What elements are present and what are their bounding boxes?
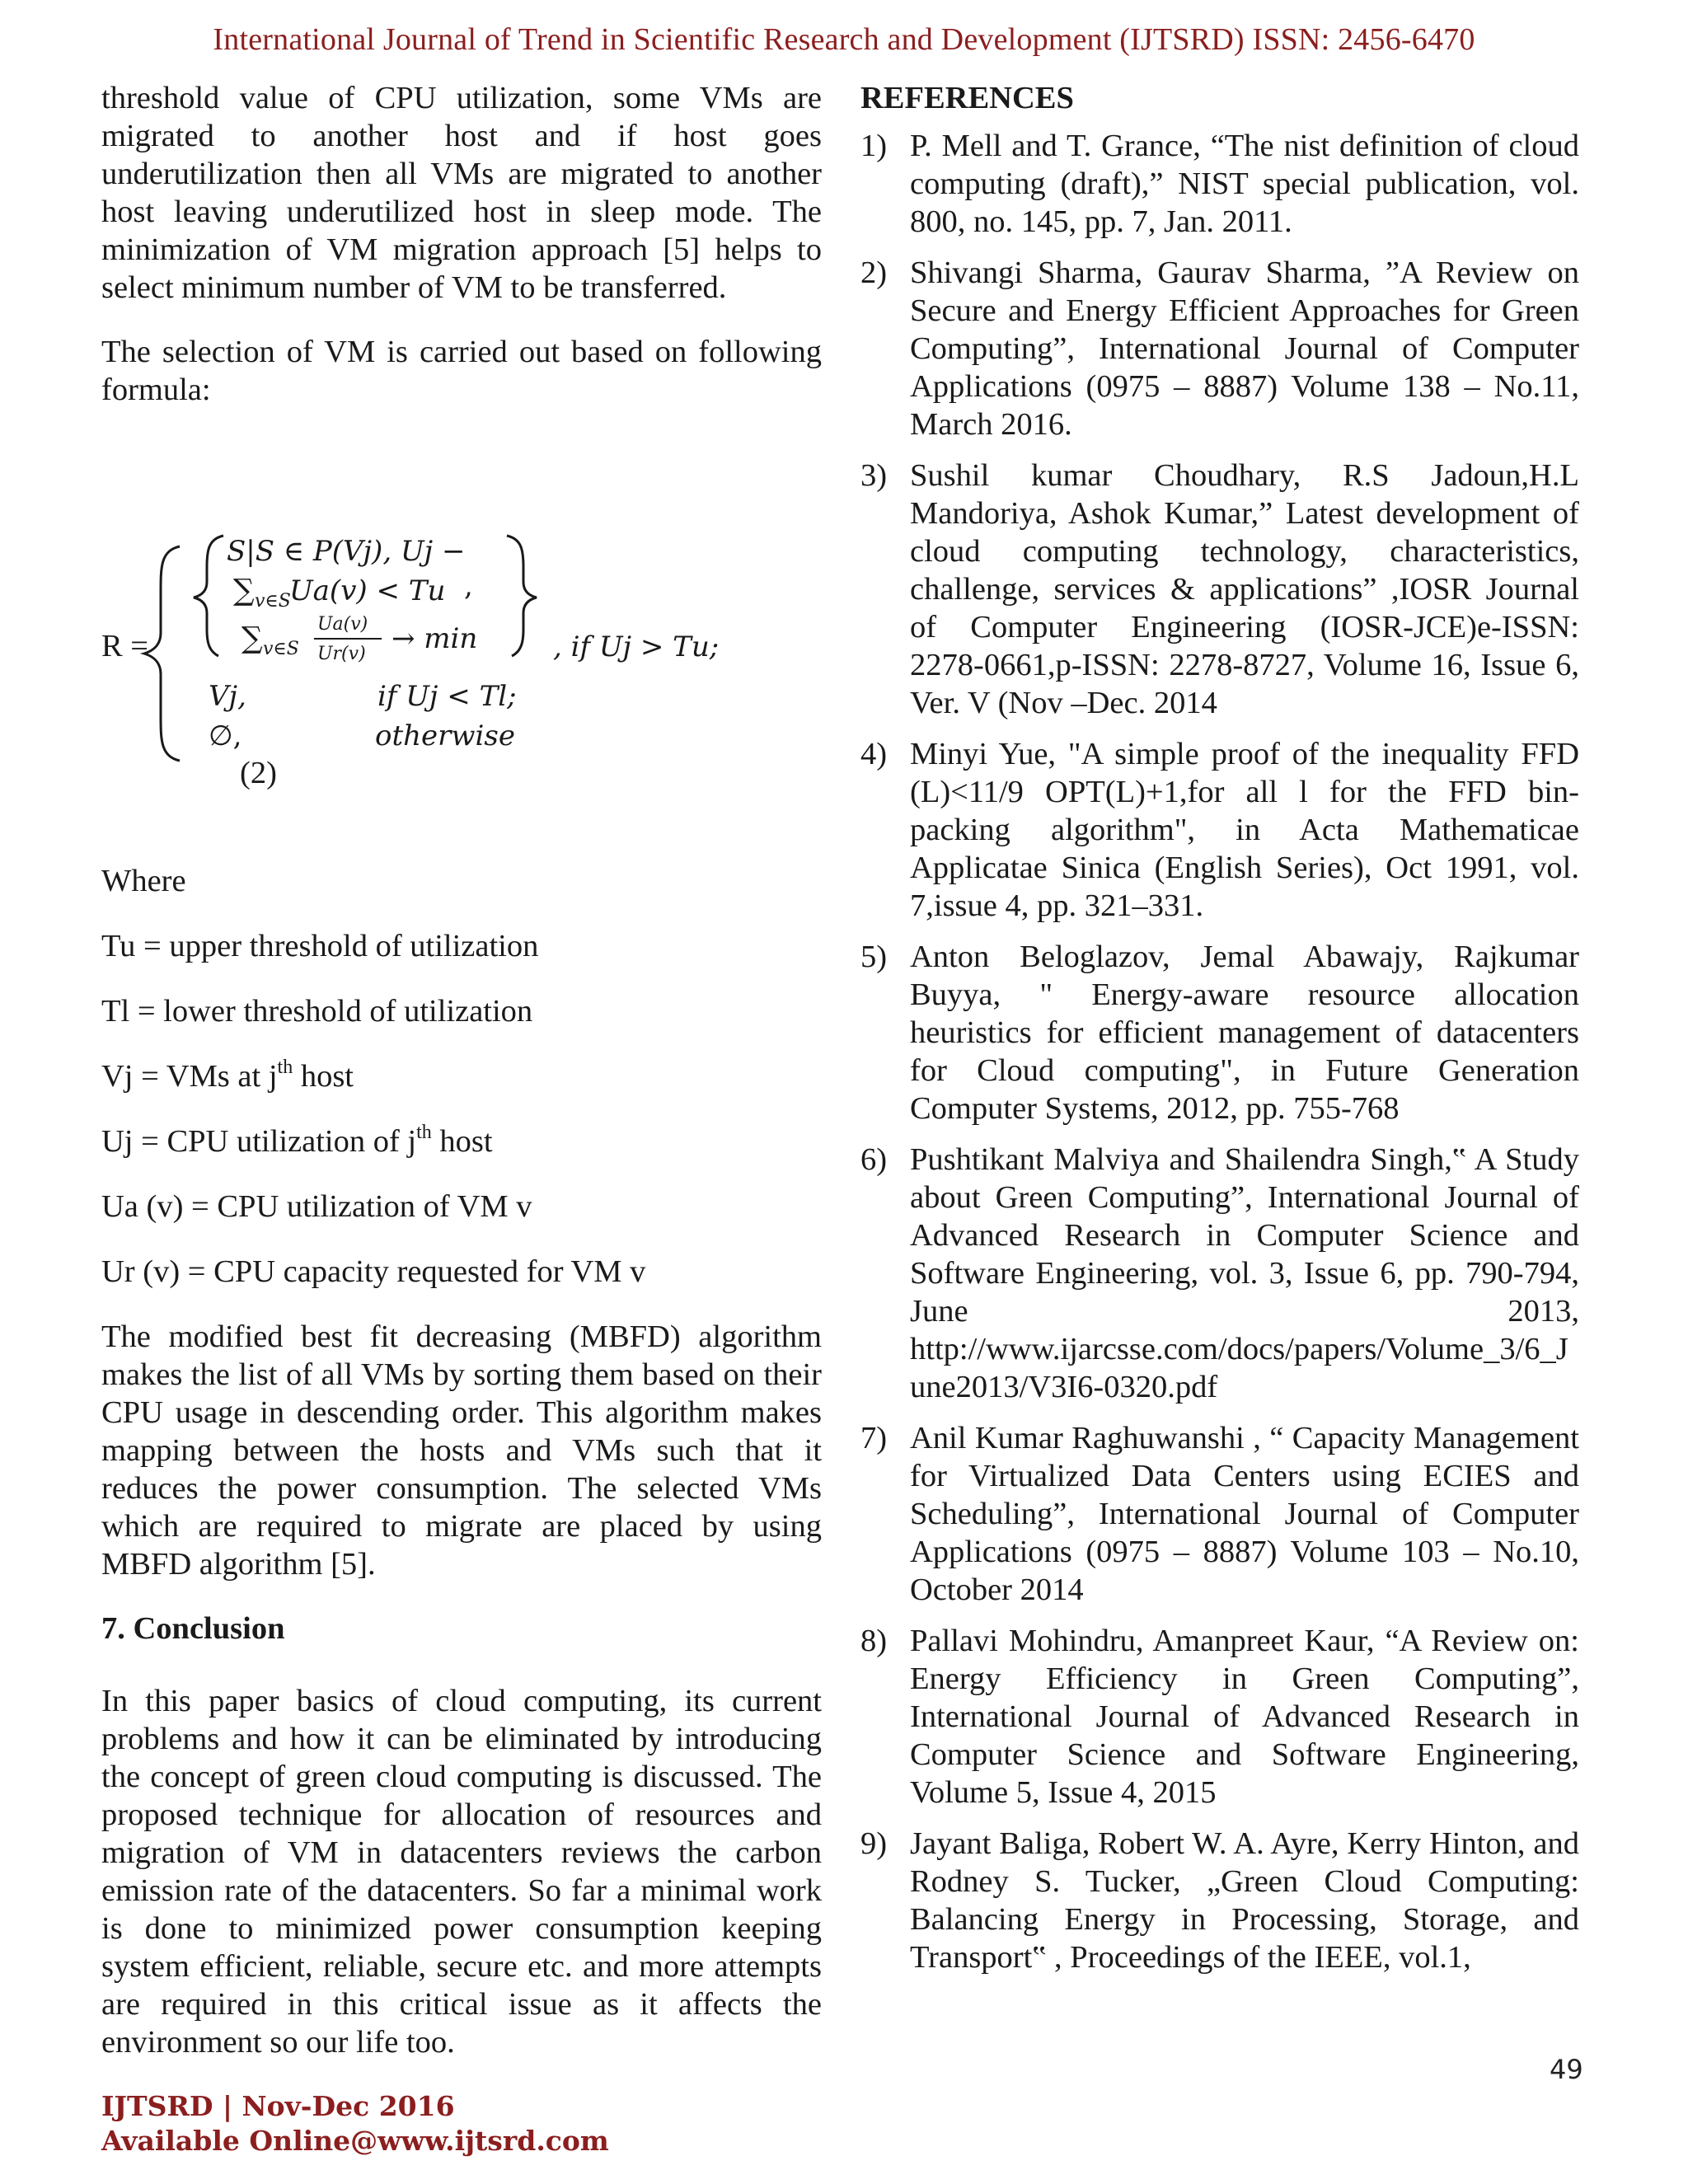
conclusion-heading: 7. Conclusion (101, 1611, 285, 1646)
reference-item: 4) Minyi Yue, "A simple proof of the inequality FFD (L)<11/9 OPT(L)+1,for all l for the FFD bin-packing algorithm", in Acta Mathematicae Applicatae Sinica (English Series), Oct 1991, vol. 7,issue 4, pp. 321–331. (860, 737, 1579, 923)
eq-line2-comma: , (464, 569, 473, 602)
eq-line3-numerator: Ua(v) (317, 614, 368, 635)
eq-case1-condition: , if Uj > Tu; (553, 630, 720, 663)
eq-case3-condition: otherwise (375, 719, 515, 752)
reference-item: 7) Anil Kumar Raghuwanshi , “ Capacity Management for Virtualized Data Centers using ECIES and Scheduling”, International Journal of Computer Applications (0975 – 8887) Volume 103 – No.10, October 2014 (860, 1421, 1579, 1607)
equation-number: (2) (240, 756, 277, 790)
journal-header: International Journal of Trend in Scientific Research and Development (IJTSRD) ISSN: 2456-6470 (213, 22, 1475, 57)
eq-case2-value: Vj, (209, 680, 246, 713)
reference-list (860, 127, 1579, 1976)
paragraph-conclusion: In this paper basics of cloud computing, its current problems and how it can be eliminated by introducing the concept of green cloud computing is discussed. The proposed technique for allocation of resources and migration of VM in datacenters reviews the carbon emission rate of the datacenters. So far a minimal work is done to minimized power consumption keeping system efficient, reliable, secure etc. and more attempts are required in this critical issue as it affects the environment so our life too. (101, 1684, 822, 2060)
equation-2 (101, 435, 822, 847)
where-label: Where (101, 864, 186, 898)
eq-line3-rest: → min (392, 622, 478, 655)
reference-item: 1) P. Mell and T. Grance, “The nist definition of cloud computing (draft),” NIST special publication, vol. 800, no. 145, pp. 7, Jan. 2011. (860, 129, 1579, 239)
eq-line3-denominator: Ur(v) (317, 644, 366, 664)
right-column (860, 79, 1579, 1990)
reference-item: 5) Anton Beloglazov, Jemal Abawajy, Rajkumar Buyya, " Energy-aware resource allocation heuristics for efficient management of datacenters for Cloud computing", in Future Generation Computer Systems, 2012, pp. 755-768 (860, 940, 1579, 1126)
outer-left-brace (144, 546, 180, 761)
reference-item: 3) Sushil kumar Choudhary, R.S Jadoun,H.L Mandoriya, Ashok Kumar,” Latest development of cloud computing technology, characteristics, challenge, services & applications” ,IOSR Journal of Computer Engineering (IOSR-JCE)e-ISSN: 2278-0661,p-ISSN: 2278-8727, Volume 16, Issue 6, Ver. V (Nov –Dec. 2014 (860, 458, 1579, 720)
page-number: 49 (1550, 2054, 1583, 2085)
def-vj: Vj = VMs at $j^{th}$ host (101, 1057, 354, 1094)
paragraph-vm-migration: threshold value of CPU utilization, some VMs are migrated to another host and if host goes underutilization then all VMs are migrated to another host leaving underutilized host in sleep mode. The minimization of VM migration approach [5] helps to select minimum number of VM to be transferred. (101, 81, 822, 305)
footer-website: Available Online@www.ijtsrd.com (101, 2125, 609, 2157)
reference-item: 2) Shivangi Sharma, Gaurav Sharma, ”A Review on Secure and Energy Efficient Approaches for Green Computing”, International Journal of Computer Applications (0975 – 8887) Volume 138 – No.11, March 2016. (860, 255, 1579, 442)
variable-definitions (101, 862, 822, 1291)
references-heading: REFERENCES (860, 81, 1074, 115)
eq-line3-sum: ∑ (241, 621, 263, 655)
def-tu: Tu = upper threshold of utilization (101, 929, 539, 963)
eq-lhs: R = (101, 629, 149, 663)
def-tl: Tl = lower threshold of utilization (101, 994, 533, 1029)
inner-right-brace (507, 536, 537, 656)
paragraph-mbfd: The modified best fit decreasing (MBFD) algorithm makes the list of all VMs by sorting them based on their CPU usage in descending order. This algorithm makes mapping between the hosts and VMs such that it reduces the power consumption. The selected VMs which are required to migrate are placed by using MBFD algorithm [5]. (101, 1319, 822, 1582)
eq-case2-condition: if Uj < Tl; (377, 680, 517, 713)
eq-line2-sum: ∑ (233, 574, 255, 607)
reference-item: 8) Pallavi Mohindru, Amanpreet Kaur, “A Review on: Energy Efficiency in Green Computing”, International Journal of Advanced Research in Computer Science and Software Engineering, Volume 5, Issue 4, 2015 (860, 1624, 1579, 1810)
reference-item: 6) Pushtikant Malviya and Shailendra Singh,‟ A Study about Green Computing”, International Journal of Advanced Research in Computer Science and Software Engineering, vol. 3, Issue 6, pp. 790-794, June 2013, http://www.ijarcsse.com/docs/papers/Volume_3/6_June2013/V3I6-0320.pdf (860, 1142, 1579, 1404)
def-ur: Ur (v) = CPU capacity requested for VM v (101, 1254, 646, 1289)
paragraph-selection-intro: The selection of VM is carried out based on following formula: (101, 335, 822, 407)
eq-line2-sub: v∈S (255, 591, 291, 612)
footer (101, 2089, 609, 2158)
eq-case3-value: ∅, (209, 719, 242, 752)
def-uj: Uj = CPU utilization of $j^{th}$ host (101, 1122, 493, 1159)
left-column (101, 79, 822, 2088)
reference-item: 9) Jayant Baliga, Robert W. A. Ayre, Kerry Hinton, and Rodney S. Tucker, „Green Cloud Computing: Balancing Energy in Processing, Storage, and Transport‟ , Proceedings of the IEEE, vol.1, (860, 1826, 1579, 1975)
footer-issue: IJTSRD | Nov-Dec 2016 (101, 2090, 455, 2122)
inner-left-brace (194, 536, 223, 656)
eq-line3-sub: v∈S (263, 639, 299, 659)
eq-line1: S|S ∈ P(Vj), Uj − (227, 535, 466, 568)
eq-line2-rest: Ua(v) < Tu (289, 574, 446, 607)
equation-graphic (101, 435, 822, 847)
def-ua: Ua (v) = CPU utilization of VM v (101, 1189, 532, 1224)
